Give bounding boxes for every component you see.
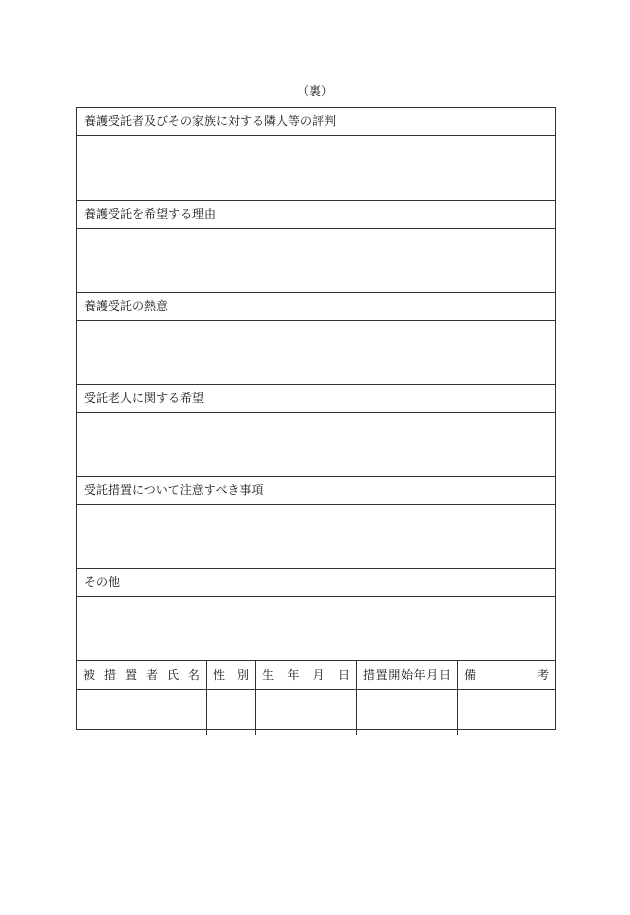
cell-start-date[interactable] (357, 690, 458, 735)
placement-roster-table (77, 661, 555, 736)
section-entry-field[interactable] (77, 321, 555, 384)
section-entry-field[interactable] (77, 136, 555, 200)
section-entry-field[interactable] (77, 505, 555, 568)
section-entry-field[interactable] (77, 413, 555, 476)
section-reason-for-wishing (77, 201, 555, 293)
roster-header-row (77, 661, 555, 690)
section-label: 養護受託の熱意 (77, 293, 555, 321)
cell-person-name[interactable] (77, 690, 207, 735)
section-entry-field[interactable] (77, 597, 555, 660)
section-label: 受託老人に関する希望 (77, 385, 555, 413)
cell-gender[interactable] (207, 690, 256, 735)
header-birth-date: 生 年 月 日 (256, 661, 357, 689)
section-other (77, 569, 555, 661)
section-label: 養護受託を希望する理由 (77, 201, 555, 229)
section-enthusiasm (77, 293, 555, 385)
cell-remarks[interactable] (458, 690, 555, 735)
cell-birth-date[interactable] (256, 690, 357, 735)
roster-entry-row (77, 690, 555, 735)
page-side-label: （裏） (296, 84, 333, 98)
section-label: その他 (77, 569, 555, 597)
header-start-date: 措 置 開 始 年 月 日 (357, 661, 458, 689)
foster-care-form-back (76, 107, 556, 730)
header-remarks: 備 考 (464, 668, 549, 682)
section-entry-field[interactable] (77, 229, 555, 292)
header-person-name: 被 措 置 者 氏 名 (77, 661, 207, 689)
section-notes-on-measures (77, 477, 555, 569)
section-label: 養護受託者及びその家族に対する隣人等の評判 (77, 108, 555, 136)
section-label: 受託措置について注意すべき事項 (77, 477, 555, 505)
header-gender: 性 別 (207, 661, 256, 689)
section-neighbor-reputation (77, 108, 555, 201)
section-elderly-preferences (77, 385, 555, 477)
